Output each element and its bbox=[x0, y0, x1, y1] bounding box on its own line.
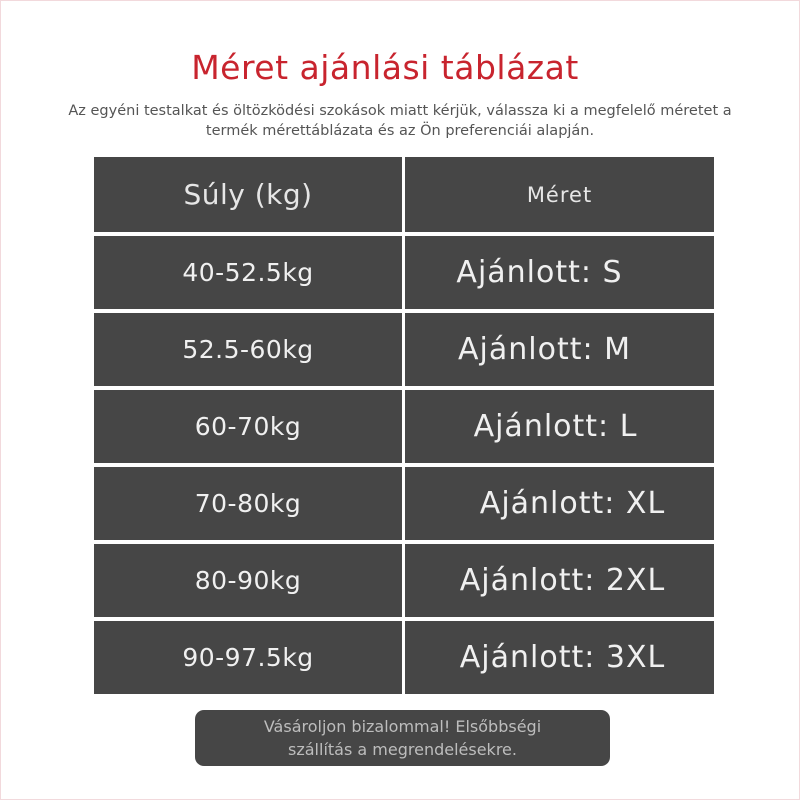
row-1-size bbox=[405, 236, 714, 309]
row-5-weight: 80-90kg bbox=[94, 544, 402, 617]
shipping-notice bbox=[195, 710, 610, 766]
row-6-size bbox=[405, 621, 714, 694]
size-table bbox=[94, 157, 714, 694]
row-2-size bbox=[405, 313, 714, 386]
row-4-size-label: Ajánlott: XL bbox=[479, 486, 666, 521]
row-4-size bbox=[405, 467, 714, 540]
row-2-weight: 52.5-60kg bbox=[94, 313, 402, 386]
row-6-size-label: Ajánlott: 3XL bbox=[459, 640, 666, 675]
notice-line-2: szállítás a megrendelésekre. bbox=[288, 740, 517, 759]
row-1-weight: 40-52.5kg bbox=[94, 236, 402, 309]
row-5-size-label: Ajánlott: 2XL bbox=[459, 563, 666, 598]
subtitle bbox=[40, 101, 760, 141]
row-2-size-label: Ajánlott: M bbox=[458, 332, 631, 367]
notice-line-1: Vásároljon bizalommal! Elsőbbségi bbox=[263, 717, 542, 736]
row-3-weight: 60-70kg bbox=[94, 390, 402, 463]
row-5-size bbox=[405, 544, 714, 617]
row-3-size bbox=[405, 390, 714, 463]
header-weight: Súly (kg) bbox=[94, 157, 402, 232]
row-6-weight: 90-97.5kg bbox=[94, 621, 402, 694]
row-1-size-label: Ajánlott: S bbox=[456, 255, 623, 290]
subtitle-line-1: Az egyéni testalkat és öltözködési szokások miatt kérjük, válassza ki a megfelelő méretet a bbox=[68, 103, 732, 119]
row-3-size-label: Ajánlott: L bbox=[473, 409, 638, 444]
subtitle-line-2: termék mérettáblázata és az Ön preferenciái alapján. bbox=[205, 123, 595, 139]
header-size: Méret bbox=[405, 157, 714, 232]
row-4-weight: 70-80kg bbox=[94, 467, 402, 540]
page-title: Méret ajánlási táblázat bbox=[191, 48, 579, 87]
